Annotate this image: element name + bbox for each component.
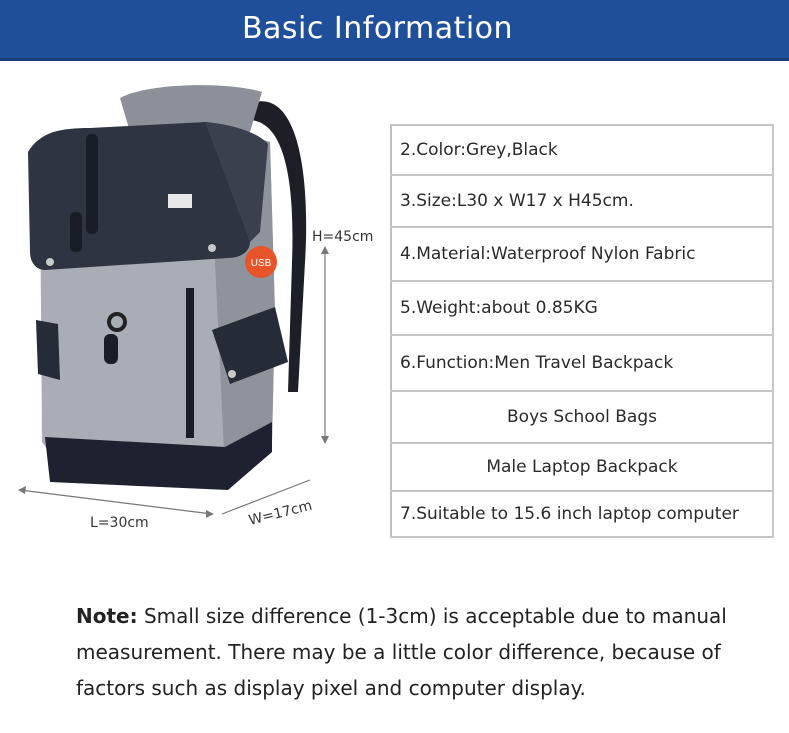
- width-label: W=17cm: [247, 497, 314, 529]
- note-text: Small size difference (1-3cm) is acceptable due to manual measurement. There may be a little color difference, because of factors such as display pixel and computer display.: [76, 604, 727, 700]
- backpack-product-image: [0, 62, 390, 542]
- spec-row: [391, 491, 773, 537]
- flap-rivet: [208, 244, 216, 252]
- spec-row: [391, 125, 773, 175]
- side-pocket-left: [36, 320, 60, 380]
- length-label: L=30cm: [90, 515, 149, 531]
- spec-cell: 3.Size:L30 x W17 x H45cm.: [391, 175, 773, 227]
- spec-row: [391, 227, 773, 281]
- spec-row: [391, 175, 773, 227]
- brand-logo-patch: [168, 194, 192, 208]
- spec-table: [390, 124, 774, 538]
- spec-cell: 4.Material:Waterproof Nylon Fabric: [391, 227, 773, 281]
- length-arrow-right-icon: [206, 510, 214, 518]
- spec-row: [391, 335, 773, 391]
- spec-cell: Boys School Bags: [391, 391, 773, 443]
- spec-row: [391, 443, 773, 491]
- header-banner: [0, 0, 789, 61]
- page-title: Basic Information: [241, 11, 514, 46]
- length-arrow-left-icon: [18, 486, 26, 494]
- spec-cell: Male Laptop Backpack: [391, 443, 773, 491]
- spec-cell: 6.Function:Men Travel Backpack: [391, 335, 773, 391]
- spec-cell: 7.Suitable to 15.6 inch laptop computer: [391, 491, 773, 537]
- pocket-rivet: [228, 370, 236, 378]
- note-paragraph: [76, 598, 766, 706]
- front-zipper: [186, 288, 194, 438]
- height-label: H=45cm: [312, 229, 374, 245]
- spec-row: [391, 391, 773, 443]
- spec-cell: 2.Color:Grey,Black: [391, 125, 773, 175]
- flap-strap-left: [70, 212, 82, 252]
- height-arrow-top-icon: [321, 246, 329, 254]
- note-label: Note:: [76, 604, 138, 628]
- spec-cell: 5.Weight:about 0.85KG: [391, 281, 773, 335]
- buckle-strap: [104, 334, 118, 364]
- flap-strap: [86, 134, 98, 234]
- flap-rivet: [46, 258, 54, 266]
- height-arrow-bottom-icon: [321, 436, 329, 444]
- usb-label: USB: [250, 258, 272, 269]
- spec-row: [391, 281, 773, 335]
- length-dimension-line: [20, 490, 212, 514]
